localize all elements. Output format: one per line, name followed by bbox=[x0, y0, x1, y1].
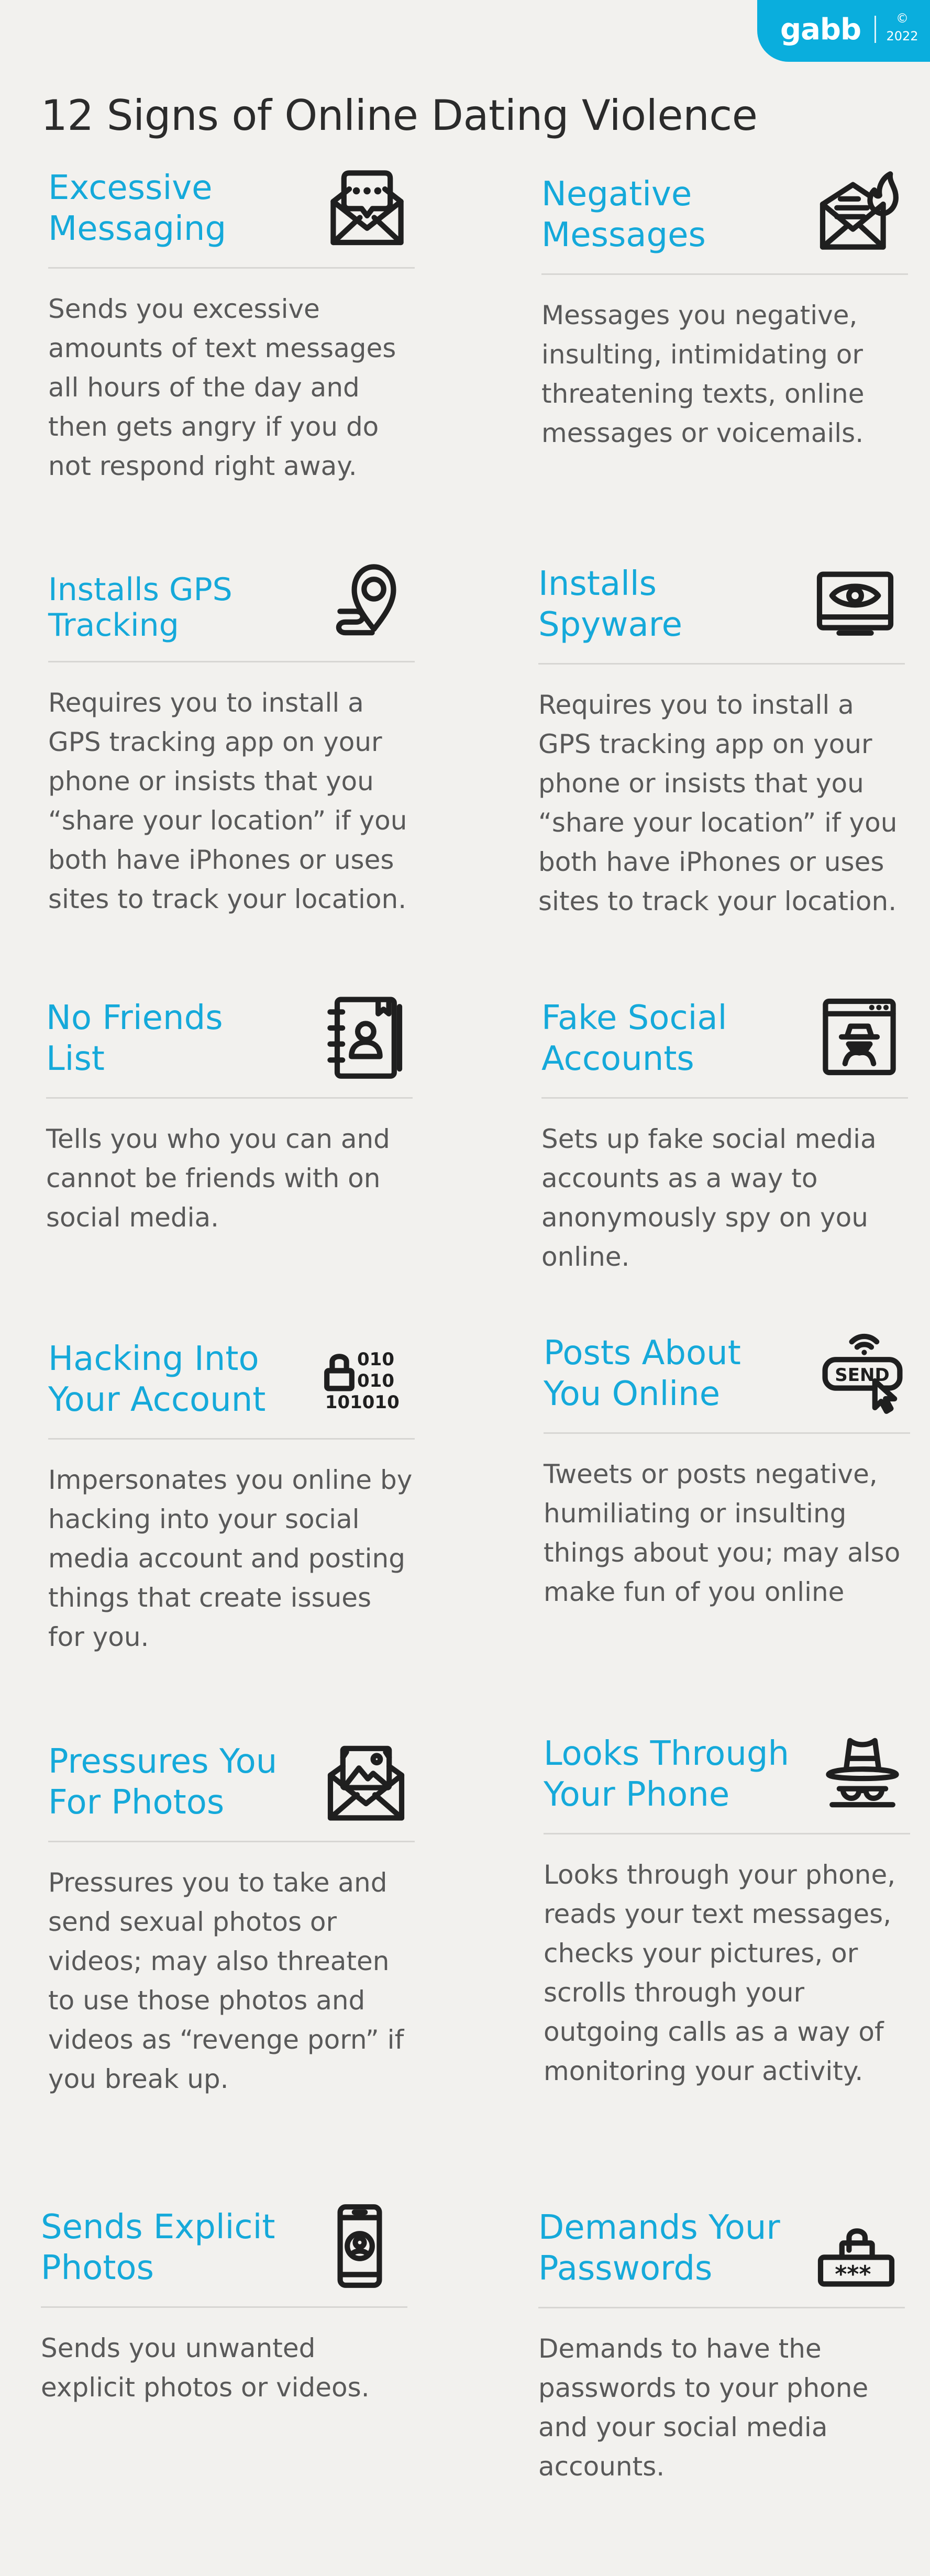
card-heading: Posts About You Online bbox=[544, 1334, 741, 1413]
card-description: Sends you excessive amounts of text messages all hours of the day and then gets angry if you do not respond right away. bbox=[48, 294, 396, 481]
card-heading: Looks Through Your Phone bbox=[544, 1734, 790, 1814]
sign-card-looks-through-your-phone bbox=[544, 1715, 910, 2091]
svg-text:010: 010 bbox=[357, 1370, 394, 1391]
card-heading: Installs Spyware bbox=[538, 565, 682, 644]
sign-card-hacking-into-your-account bbox=[48, 1320, 415, 1657]
card-header bbox=[541, 163, 908, 275]
card-description: Impersonates you online by hacking into your social media account and posting things that create issues for you. bbox=[48, 1465, 413, 1652]
card-description: Requires you to install a GPS tracking app on your phone or insists that you “share your location” if you both have iPhones or uses sites to track your location. bbox=[538, 690, 898, 916]
sign-card-no-friends-list bbox=[46, 979, 413, 1237]
monitor-eye-icon bbox=[811, 558, 900, 647]
card-description: Messages you negative, insulting, intimidating or threatening texts, online messages or voicemails. bbox=[541, 300, 865, 448]
card-description: Demands to have the passwords to your phone and your social media accounts. bbox=[538, 2334, 869, 2482]
send-button-icon bbox=[818, 1328, 907, 1417]
svg-text:010: 010 bbox=[357, 1349, 394, 1370]
gabb-logo: gabb bbox=[780, 13, 861, 47]
card-heading: Hacking Into Your Account bbox=[48, 1340, 266, 1419]
binary-lock-icon bbox=[322, 1333, 411, 1422]
copyright-text: © 2022 bbox=[886, 11, 918, 43]
card-header bbox=[46, 979, 413, 1099]
sign-card-excessive-messaging bbox=[48, 152, 415, 486]
sign-card-fake-social-accounts bbox=[541, 979, 908, 1277]
spy-browser-icon bbox=[815, 992, 904, 1081]
card-description: Looks through your phone, reads your text messages, checks your pictures, or scrolls through your outgoing calls as a way of monitoring your activity. bbox=[544, 1860, 896, 2086]
sign-card-posts-about-you-online bbox=[544, 1314, 910, 1612]
password-mask: *** bbox=[835, 2261, 871, 2288]
sign-card-installs-spyware bbox=[538, 545, 905, 921]
address-book-icon bbox=[319, 992, 408, 1081]
card-header bbox=[538, 2189, 905, 2308]
card-header bbox=[538, 545, 905, 665]
send-label: SEND bbox=[835, 1365, 890, 1386]
brand-divider bbox=[874, 16, 876, 43]
phone-profile-icon bbox=[315, 2202, 404, 2291]
card-heading: Negative Messages bbox=[541, 175, 706, 255]
card-description: Sets up fake social media accounts as a way to anonymously spy on you online. bbox=[541, 1124, 877, 1272]
card-description: Pressures you to take and send sexual photos or videos; may also threaten to use those photos and videos as “revenge porn” if you break up. bbox=[48, 1867, 404, 2094]
card-header bbox=[48, 1723, 415, 1842]
card-description: Tells you who you can and cannot be friends with on social media. bbox=[46, 1124, 390, 1233]
card-description: Requires you to install a GPS tracking app on your phone or insists that you “share your location” if you both have iPhones or uses sites to track your location. bbox=[48, 688, 407, 914]
sign-card-negative-messages bbox=[541, 163, 908, 453]
brand-badge bbox=[757, 0, 930, 62]
sign-card-sends-explicit-photos bbox=[41, 2188, 407, 2407]
spy-hat-icon bbox=[818, 1728, 907, 1817]
card-header bbox=[48, 545, 415, 662]
fire-envelope-icon bbox=[814, 169, 903, 258]
card-heading: Sends Explicit Photos bbox=[41, 2208, 275, 2287]
card-header bbox=[48, 152, 415, 269]
card-heading: Fake Social Accounts bbox=[541, 999, 727, 1078]
svg-text:101010: 101010 bbox=[325, 1391, 400, 1413]
card-header bbox=[48, 1320, 415, 1440]
card-header bbox=[544, 1314, 910, 1434]
sign-card-demands-your-passwords bbox=[538, 2189, 905, 2486]
card-header bbox=[544, 1715, 910, 1834]
card-description: Sends you unwanted explicit photos or videos. bbox=[41, 2333, 370, 2403]
card-header bbox=[41, 2188, 407, 2308]
page-title: 12 Signs of Online Dating Violence bbox=[41, 91, 758, 140]
card-heading: Excessive Messaging bbox=[48, 169, 227, 248]
photo-envelope-icon bbox=[322, 1736, 411, 1825]
card-heading: No Friends List bbox=[46, 999, 223, 1078]
card-description: Tweets or posts negative, humiliating or insulting things about you; may also make fun of you online bbox=[544, 1459, 901, 1607]
sign-card-installs-gps-tracking bbox=[48, 545, 415, 919]
sign-card-pressures-you-for-photos bbox=[48, 1723, 415, 2099]
password-lock-icon bbox=[812, 2202, 901, 2291]
card-heading: Demands Your Passwords bbox=[538, 2208, 780, 2288]
card-header bbox=[541, 979, 908, 1099]
card-heading: Installs GPS Tracking bbox=[48, 571, 233, 644]
chat-envelope-icon bbox=[323, 162, 412, 251]
location-pin-icon bbox=[320, 556, 409, 645]
card-heading: Pressures You For Photos bbox=[48, 1742, 278, 1822]
